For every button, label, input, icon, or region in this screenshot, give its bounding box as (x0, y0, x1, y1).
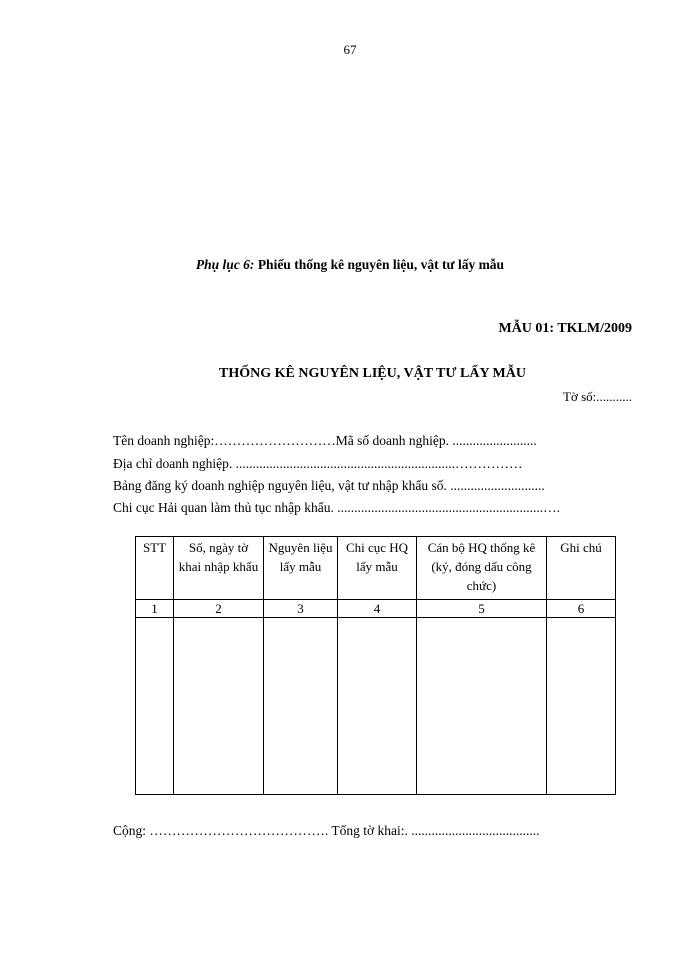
empty-cell (338, 618, 417, 795)
appendix-title: Phiếu thống kê nguyên liệu, vật tư lấy mẫu (254, 257, 505, 272)
column-header: Chi cục HQ lấy mẫu (338, 537, 417, 600)
column-number: 4 (338, 600, 417, 618)
column-number-row (136, 600, 616, 618)
field-enterprise-name: Tên doanh nghiệp:………………………Mã số doanh nghiệp. ......................... (113, 433, 537, 448)
empty-cell (174, 618, 264, 795)
page-number: 67 (343, 42, 357, 57)
sheet-number: Tờ số:........... (563, 389, 632, 404)
column-number: 6 (547, 600, 616, 618)
form-code: MẪU 01: TKLM/2009 (498, 321, 632, 336)
appendix-label: Phụ lục 6: (195, 257, 255, 272)
column-number: 1 (136, 600, 174, 618)
column-header: STT (136, 537, 174, 600)
column-header: Cán bộ HQ thống kê (ký, đóng dấu công chức) (417, 537, 547, 600)
statistics-table (135, 536, 615, 795)
column-header: Ghi chú (547, 537, 616, 600)
field-customs-branch: Chi cục Hải quan làm thủ tục nhập khẩu. .............................................................…. (113, 500, 560, 515)
field-registration-table: Bảng đăng ký doanh nghiệp nguyên liệu, vật tư nhập khẩu số. ............................ (113, 478, 545, 493)
appendix-heading (0, 257, 700, 273)
column-header: Nguyên liệu lấy mẫu (264, 537, 338, 600)
form-title: THỐNG KÊ NGUYÊN LIỆU, VẬT TƯ LẤY MẪU (218, 366, 526, 381)
sample-materials-table (135, 536, 616, 795)
column-number: 2 (174, 600, 264, 618)
footer-totals: Cộng: …………………………………. Tổng tờ khai:. ...................................... (113, 823, 540, 838)
column-number: 5 (417, 600, 547, 618)
empty-cell (136, 618, 174, 795)
empty-cell (547, 618, 616, 795)
field-enterprise-address: Địa chỉ doanh nghiệp. .................................................................…………… (113, 456, 523, 471)
column-number: 3 (264, 600, 338, 618)
empty-cell (417, 618, 547, 795)
column-header: Số, ngày tờ khai nhập khẩu (174, 537, 264, 600)
table-header-row (136, 537, 616, 600)
table-row (136, 618, 616, 795)
empty-cell (264, 618, 338, 795)
